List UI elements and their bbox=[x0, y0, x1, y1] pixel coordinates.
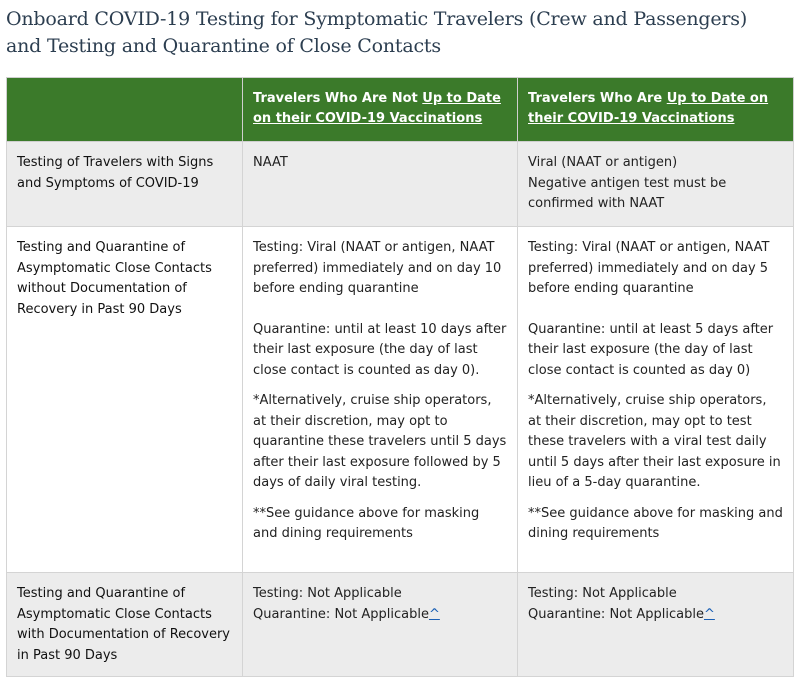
table-header-row bbox=[7, 78, 794, 142]
cell-not-up-to-date bbox=[243, 227, 518, 573]
alternative-text: *Alternatively, cruise ship operators, at their discretion, may opt to quarantine these travelers until 5 days after their last exposure followed by 5 days of daily viral testing. bbox=[253, 393, 507, 490]
header-up-to-date-prefix: Travelers Who Are bbox=[528, 91, 667, 106]
quarantine-text: Quarantine: until at least 10 days after their last exposure (the day of last close contact is counted as day 0). bbox=[253, 321, 507, 378]
header-not-up-to-date-prefix: Travelers Who Are Not bbox=[253, 91, 423, 106]
alternative-text: *Alternatively, cruise ship operators, at their discretion, may opt to test these travelers with a viral test daily until 5 days after their last exposure in lieu of a 5-day quarantine. bbox=[528, 393, 781, 490]
up-to-date-link-1[interactable]: Up to Date on their COVID-19 Vaccinations bbox=[253, 91, 501, 126]
page-title: Onboard COVID-19 Testing for Symptomatic Travelers (Crew and Passengers) and Testing and Quarantine of Close Contacts bbox=[6, 8, 748, 57]
testing-text: Testing: Viral (NAAT or antigen, NAAT preferred) immediately and on day 5 before ending quarantine bbox=[528, 240, 770, 296]
header-empty-cell bbox=[7, 78, 243, 142]
cell-up-to-date bbox=[518, 227, 794, 573]
quarantine-line bbox=[528, 605, 783, 626]
guidance-text: **See guidance above for masking and dining requirements bbox=[528, 505, 783, 541]
quarantine-line bbox=[253, 605, 507, 626]
testing-text: Testing: Not Applicable bbox=[528, 586, 677, 601]
cell-not-up-to-date bbox=[243, 142, 518, 227]
table-row bbox=[7, 142, 794, 227]
header-not-up-to-date bbox=[243, 78, 518, 142]
cell-not-up-to-date bbox=[243, 573, 518, 677]
row-label: Testing and Quarantine of Asymptomatic Close Contacts with Documentation of Recovery in Past 90 Days bbox=[7, 573, 243, 677]
cell-text: Viral (NAAT or antigen) bbox=[528, 155, 678, 170]
up-to-date-link-2[interactable]: Up to Date on their COVID-19 Vaccinations bbox=[528, 91, 769, 126]
quarantine-text: Quarantine: until at least 5 days after their last exposure (the day of last close contact is counted as day 0) bbox=[528, 321, 774, 378]
row-label: Testing and Quarantine of Asymptomatic Close Contacts without Documentation of Recovery in Past 90 Days bbox=[7, 227, 243, 573]
testing-text: Testing: Not Applicable bbox=[253, 586, 402, 601]
footnote-caret-link[interactable]: ^ bbox=[428, 606, 440, 622]
cell-text: NAAT bbox=[253, 155, 288, 170]
quarantine-text: Quarantine: Not Applicable bbox=[253, 606, 429, 622]
table-row bbox=[7, 573, 794, 677]
cell-text: Negative antigen test must be confirmed with NAAT bbox=[528, 175, 727, 211]
testing-quarantine-table bbox=[6, 77, 794, 677]
quarantine-text: Quarantine: Not Applicable bbox=[528, 606, 704, 622]
testing-text: Testing: Viral (NAAT or antigen, NAAT preferred) immediately and on day 10 before ending quarantine bbox=[253, 240, 502, 296]
header-up-to-date bbox=[518, 78, 794, 142]
footnote-caret-link[interactable]: ^ bbox=[703, 606, 715, 622]
cell-up-to-date bbox=[518, 573, 794, 677]
row-label: Testing of Travelers with Signs and Symptoms of COVID-19 bbox=[7, 142, 243, 227]
cell-up-to-date bbox=[518, 142, 794, 227]
table-row bbox=[7, 227, 794, 573]
guidance-text: **See guidance above for masking and dining requirements bbox=[253, 505, 480, 541]
